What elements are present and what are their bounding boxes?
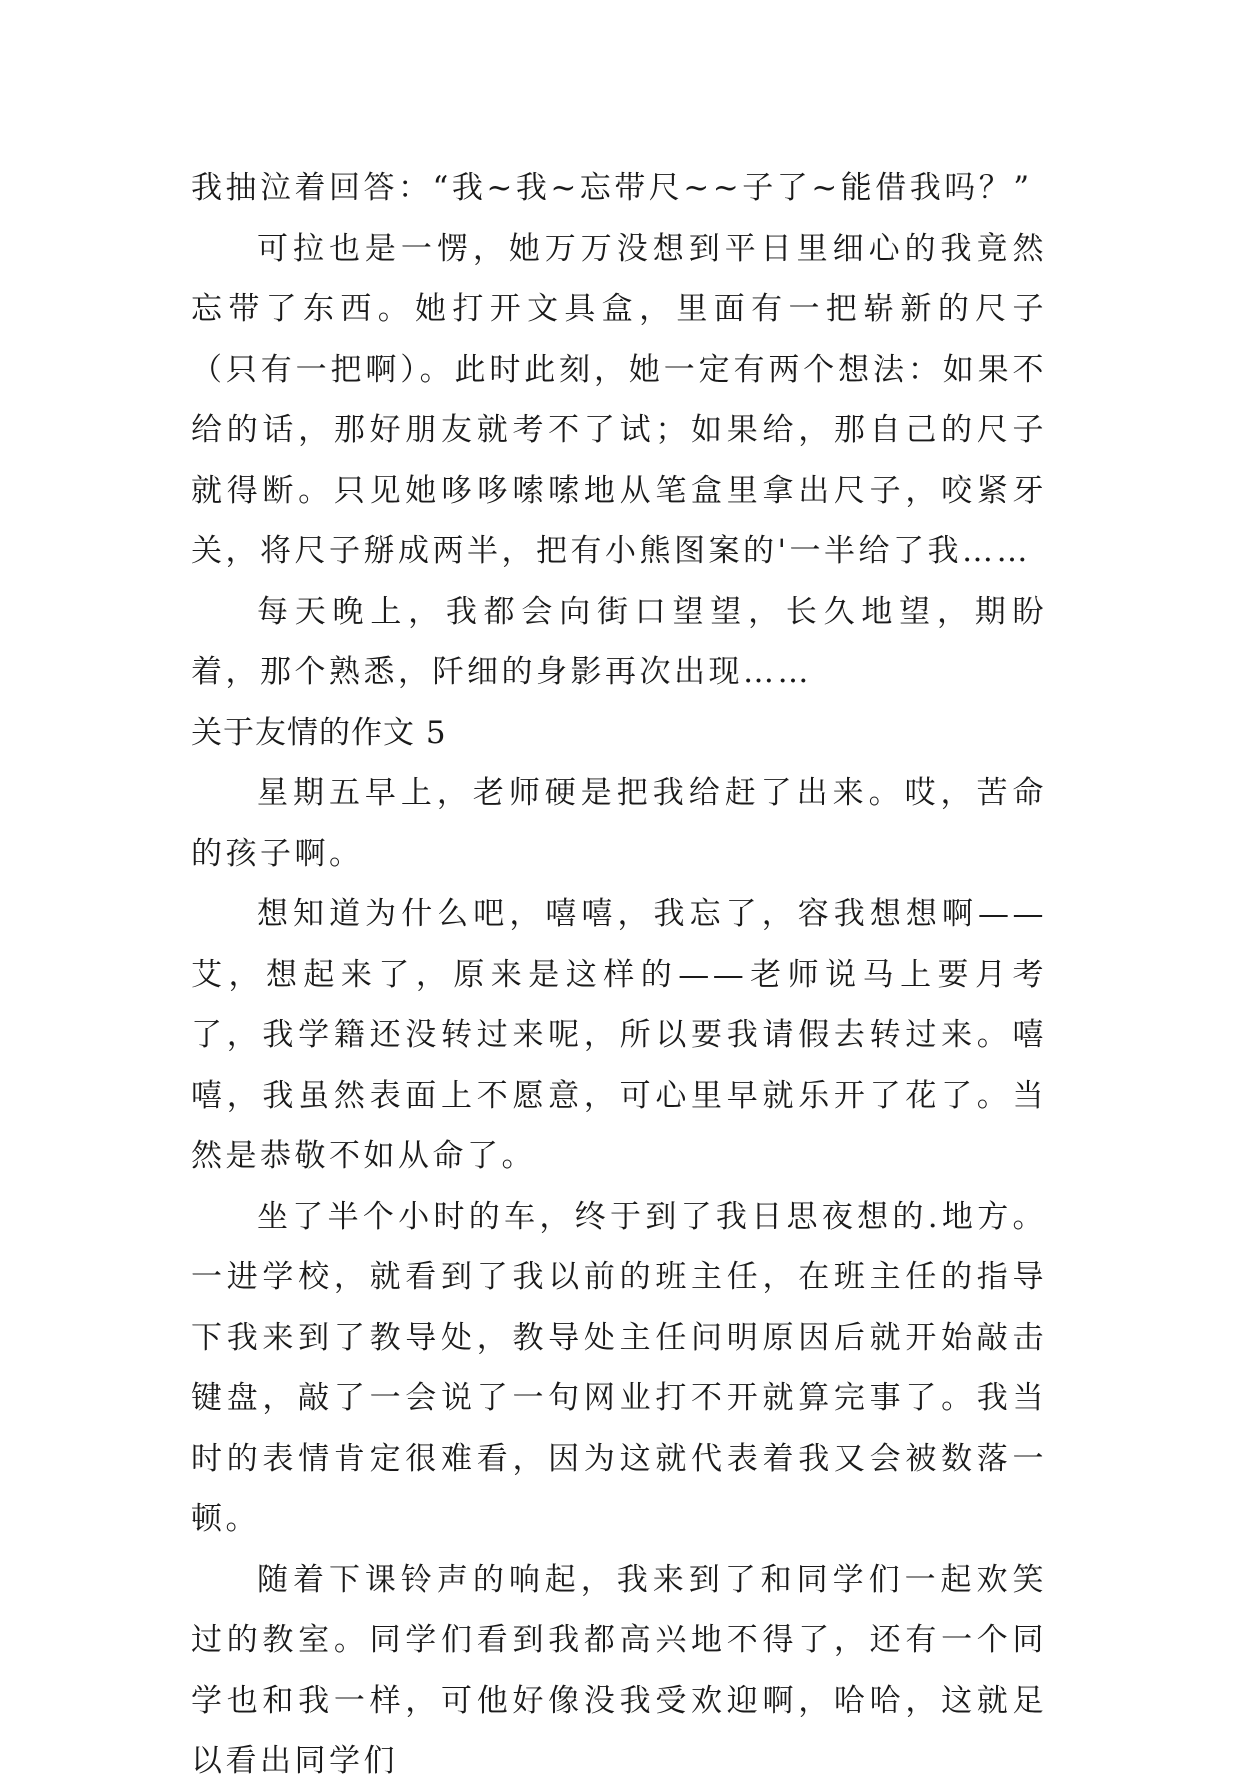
paragraph-classroom: 随着下课铃声的响起，我来到了和同学们一起欢笑过的教室。同学们看到我都高兴地不得了，还有一个同学也和我一样，可他好像没我受欢迎啊，哈哈，这就足以看出同学们 [191, 1561, 1047, 1779]
paragraph-school-visit: 坐了半个小时的车，终于到了我日思夜想的.地方。一进学校，就看到了我以前的班主任，在班主任的指导下我来到了教导处，教导处主任问明原因后就开始敲击键盘，敲了一会说了一句网业打不开就算完事了。我当时的表情肯定很难看，因为这就代表着我又会被数落一顿。 [191, 1198, 1047, 1537]
paragraph-evening-waiting: 每天晚上，我都会向街口望望，长久地望，期盼着，那个熟悉，阡细的身影再次出现…… [191, 593, 1047, 690]
paragraph-friday-morning: 星期五早上，老师硬是把我给赶了出来。哎，苦命的孩子啊。 [191, 775, 1047, 872]
document-body [191, 158, 1047, 1792]
paragraph-reply-line: 我抽泣着回答：“我~我~忘带尺~~子了~能借我吗？” [191, 170, 1033, 206]
paragraph-reason: 想知道为什么吧，嘻嘻，我忘了，容我想想啊——艾，想起来了，原来是这样的——老师说马上要月考了，我学籍还没转过来呢，所以要我请假去转过来。嘻嘻，我虽然表面上不愿意，可心里早就乐开了花了。当然是恭敬不如从命了。 [191, 896, 1047, 1174]
paragraph-kela-ruler: 可拉也是一愣，她万万没想到平日里细心的我竟然忘带了东西。她打开文具盒，里面有一把崭新的尺子（只有一把啊）。此时此刻，她一定有两个想法：如果不给的话，那好朋友就考不了试；如果给，那自己的尺子就得断。只见她哆哆嗦嗦地从笔盒里拿出尺子，咬紧牙关，将尺子掰成两半，把有小熊图案的'一半给了我…… [191, 230, 1047, 569]
section-heading: 关于友情的作文 5 [191, 714, 447, 751]
